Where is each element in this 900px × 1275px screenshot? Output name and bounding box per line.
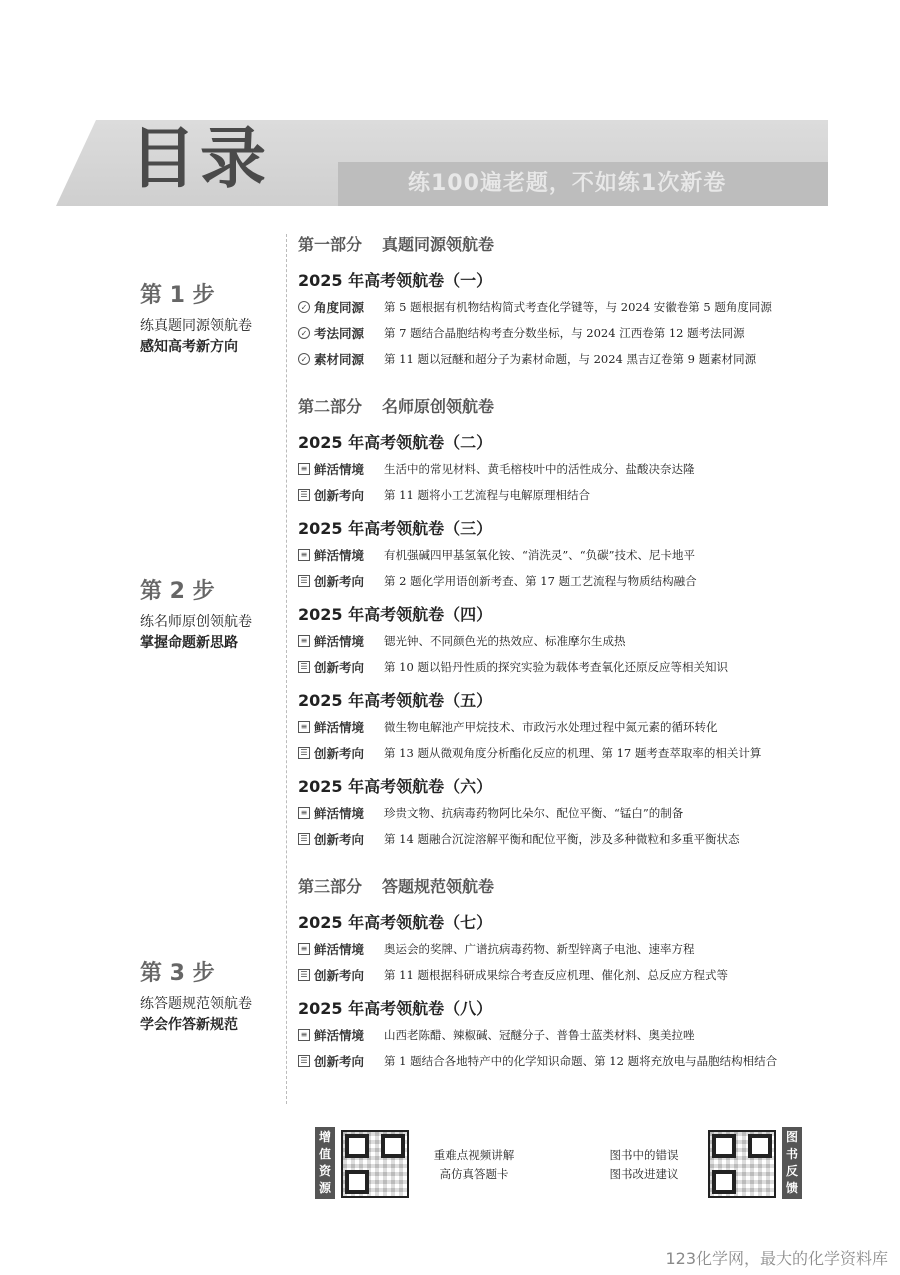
toc-row (298, 628, 858, 654)
volume-title[interactable]: 2025 年高考领航卷（二） (298, 433, 493, 452)
toc-row (298, 936, 858, 962)
step-line1: 练答题规范领航卷 (140, 996, 252, 1012)
step-line2: 感知高考新方向 (140, 339, 238, 355)
toc-row (298, 346, 858, 372)
toc-row (298, 320, 858, 346)
row-tag: 鲜活情境 (314, 1028, 365, 1043)
row-tag: 鲜活情境 (314, 720, 365, 735)
doc-icon: ≡ (298, 721, 310, 733)
toc-row (298, 568, 858, 594)
header-slogan: 练100遍老题，不如练1次新卷 (338, 162, 828, 206)
feedback-text (596, 1146, 692, 1184)
feedback-badge: 图书反馈 (782, 1127, 802, 1199)
table-of-contents (298, 230, 858, 1074)
row-description: 微生物电解池产甲烷技术、市政污水处理过程中氮元素的循环转化 (384, 720, 718, 734)
list-icon: ☰ (298, 969, 310, 981)
row-description: 第 10 题以铅丹性质的探究实验为载体考查氧化还原反应等相关知识 (384, 660, 728, 674)
part-label: 第二部分 (298, 397, 363, 416)
row-tag: 创新考向 (314, 574, 365, 589)
part-spacer (298, 852, 858, 872)
check-circle-icon: ✓ (298, 353, 310, 365)
doc-icon: ≡ (298, 807, 310, 819)
row-tag: 鲜活情境 (314, 806, 365, 821)
row-description: 珍贵文物、抗病毒药物阿比朵尔、配位平衡、“锰白”的制备 (384, 806, 684, 820)
row-tag: 鲜活情境 (314, 548, 365, 563)
resources-text (424, 1146, 524, 1184)
doc-icon: ≡ (298, 463, 310, 475)
list-icon: ☰ (298, 661, 310, 673)
row-tag: 创新考向 (314, 660, 365, 675)
step-number: 第 3 步 (140, 961, 215, 986)
row-tag: 创新考向 (314, 832, 365, 847)
qr-code-resources[interactable] (341, 1130, 409, 1198)
row-description: 第 1 题结合各地特产中的化学知识命题、第 12 题将充放电与晶胞结构相结合 (384, 1054, 778, 1068)
doc-icon: ≡ (298, 635, 310, 647)
volume-title[interactable]: 2025 年高考领航卷（五） (298, 691, 493, 710)
volume-title[interactable]: 2025 年高考领航卷（四） (298, 605, 493, 624)
row-tag: 创新考向 (314, 488, 365, 503)
part-label: 第三部分 (298, 877, 363, 896)
toc-row (298, 1048, 858, 1074)
part-name: 答题规范领航卷 (382, 877, 495, 896)
doc-icon: ≡ (298, 943, 310, 955)
volume-title[interactable]: 2025 年高考领航卷（七） (298, 913, 493, 932)
watermark: 123化学网，最大的化学资料库 (665, 1249, 888, 1268)
row-description: 第 14 题融合沉淀溶解平衡和配位平衡，涉及多种微粒和多重平衡状态 (384, 832, 740, 846)
toc-row (298, 826, 858, 852)
row-tag: 考法同源 (314, 326, 365, 341)
row-description: 第 13 题从微观角度分析酯化反应的机理、第 17 题考查萃取率的相关计算 (384, 746, 762, 760)
step-2 (140, 578, 280, 654)
step-1 (140, 282, 280, 358)
part-spacer (298, 372, 858, 392)
toc-row (298, 456, 858, 482)
doc-icon: ≡ (298, 1029, 310, 1041)
part-heading (298, 872, 858, 902)
toc-row (298, 1022, 858, 1048)
row-tag: 鲜活情境 (314, 942, 365, 957)
row-description: 有机强碱四甲基氢氧化铵、“消洗灵”、“负碳”技术、尼卡地平 (384, 548, 696, 562)
doc-icon: ≡ (298, 549, 310, 561)
list-icon: ☰ (298, 747, 310, 759)
volume-title[interactable]: 2025 年高考领航卷（六） (298, 777, 493, 796)
toc-row (298, 800, 858, 826)
part-name: 名师原创领航卷 (382, 397, 495, 416)
row-tag: 鲜活情境 (314, 462, 365, 477)
row-description: 第 11 题将小工艺流程与电解原理相结合 (384, 488, 590, 502)
toc-row (298, 654, 858, 680)
check-circle-icon: ✓ (298, 301, 310, 313)
toc-row (298, 740, 858, 766)
row-tag: 创新考向 (314, 1054, 365, 1069)
vertical-divider (286, 234, 287, 1104)
volume-title[interactable]: 2025 年高考领航卷（八） (298, 999, 493, 1018)
row-tag: 素材同源 (314, 352, 365, 367)
step-line2: 学会作答新规范 (140, 1017, 238, 1033)
row-description: 第 11 题以冠醚和超分子为素材命题，与 2024 黑吉辽卷第 9 题素材同源 (384, 352, 757, 366)
check-circle-icon: ✓ (298, 327, 310, 339)
row-tag: 创新考向 (314, 968, 365, 983)
toc-row (298, 294, 858, 320)
step-line1: 练真题同源领航卷 (140, 318, 252, 334)
row-description: 第 5 题根据有机物结构简式考查化学键等，与 2024 安徽卷第 5 题角度同源 (384, 300, 772, 314)
part-heading (298, 230, 858, 260)
row-description: 锶光钟、不同颜色光的热效应、标准摩尔生成热 (384, 634, 626, 648)
volume-title[interactable]: 2025 年高考领航卷（一） (298, 271, 493, 290)
row-description: 第 7 题结合晶胞结构考查分数坐标，与 2024 江西卷第 12 题考法同源 (384, 326, 745, 340)
feedback-line2: 图书改进建议 (609, 1167, 679, 1181)
part-heading (298, 392, 858, 422)
list-icon: ☰ (298, 1055, 310, 1067)
toc-row (298, 962, 858, 988)
header-notch (56, 120, 96, 206)
part-name: 真题同源领航卷 (382, 235, 495, 254)
feedback-line1: 图书中的错误 (609, 1148, 679, 1162)
step-3 (140, 960, 280, 1036)
step-line1: 练名师原创领航卷 (140, 614, 252, 630)
row-description: 第 2 题化学用语创新考查、第 17 题工艺流程与物质结构融合 (384, 574, 697, 588)
row-description: 第 11 题根据科研成果综合考查反应机理、催化剂、总反应方程式等 (384, 968, 728, 982)
list-icon: ☰ (298, 489, 310, 501)
row-description: 奥运会的奖牌、广谱抗病毒药物、新型锌离子电池、速率方程 (384, 942, 695, 956)
step-number: 第 2 步 (140, 579, 215, 604)
qr-code-feedback[interactable] (708, 1130, 776, 1198)
page-title: 目录 (130, 120, 270, 197)
toc-row (298, 714, 858, 740)
resources-line2: 高仿真答题卡 (439, 1167, 509, 1181)
row-description: 生活中的常见材料、黄毛榕枝叶中的活性成分、盐酸决奈达隆 (384, 462, 695, 476)
step-line2: 掌握命题新思路 (140, 635, 238, 651)
list-icon: ☰ (298, 575, 310, 587)
value-added-badge: 增值资源 (315, 1127, 335, 1199)
row-tag: 鲜活情境 (314, 634, 365, 649)
resources-line1: 重难点视频讲解 (433, 1148, 515, 1162)
part-label: 第一部分 (298, 235, 363, 254)
volume-title[interactable]: 2025 年高考领航卷（三） (298, 519, 493, 538)
row-description: 山西老陈醋、辣椒碱、冠醚分子、普鲁士蓝类材料、奥美拉唑 (384, 1028, 695, 1042)
toc-row (298, 542, 858, 568)
step-number: 第 1 步 (140, 283, 215, 308)
list-icon: ☰ (298, 833, 310, 845)
row-tag: 创新考向 (314, 746, 365, 761)
row-tag: 角度同源 (314, 300, 365, 315)
toc-row (298, 482, 858, 508)
